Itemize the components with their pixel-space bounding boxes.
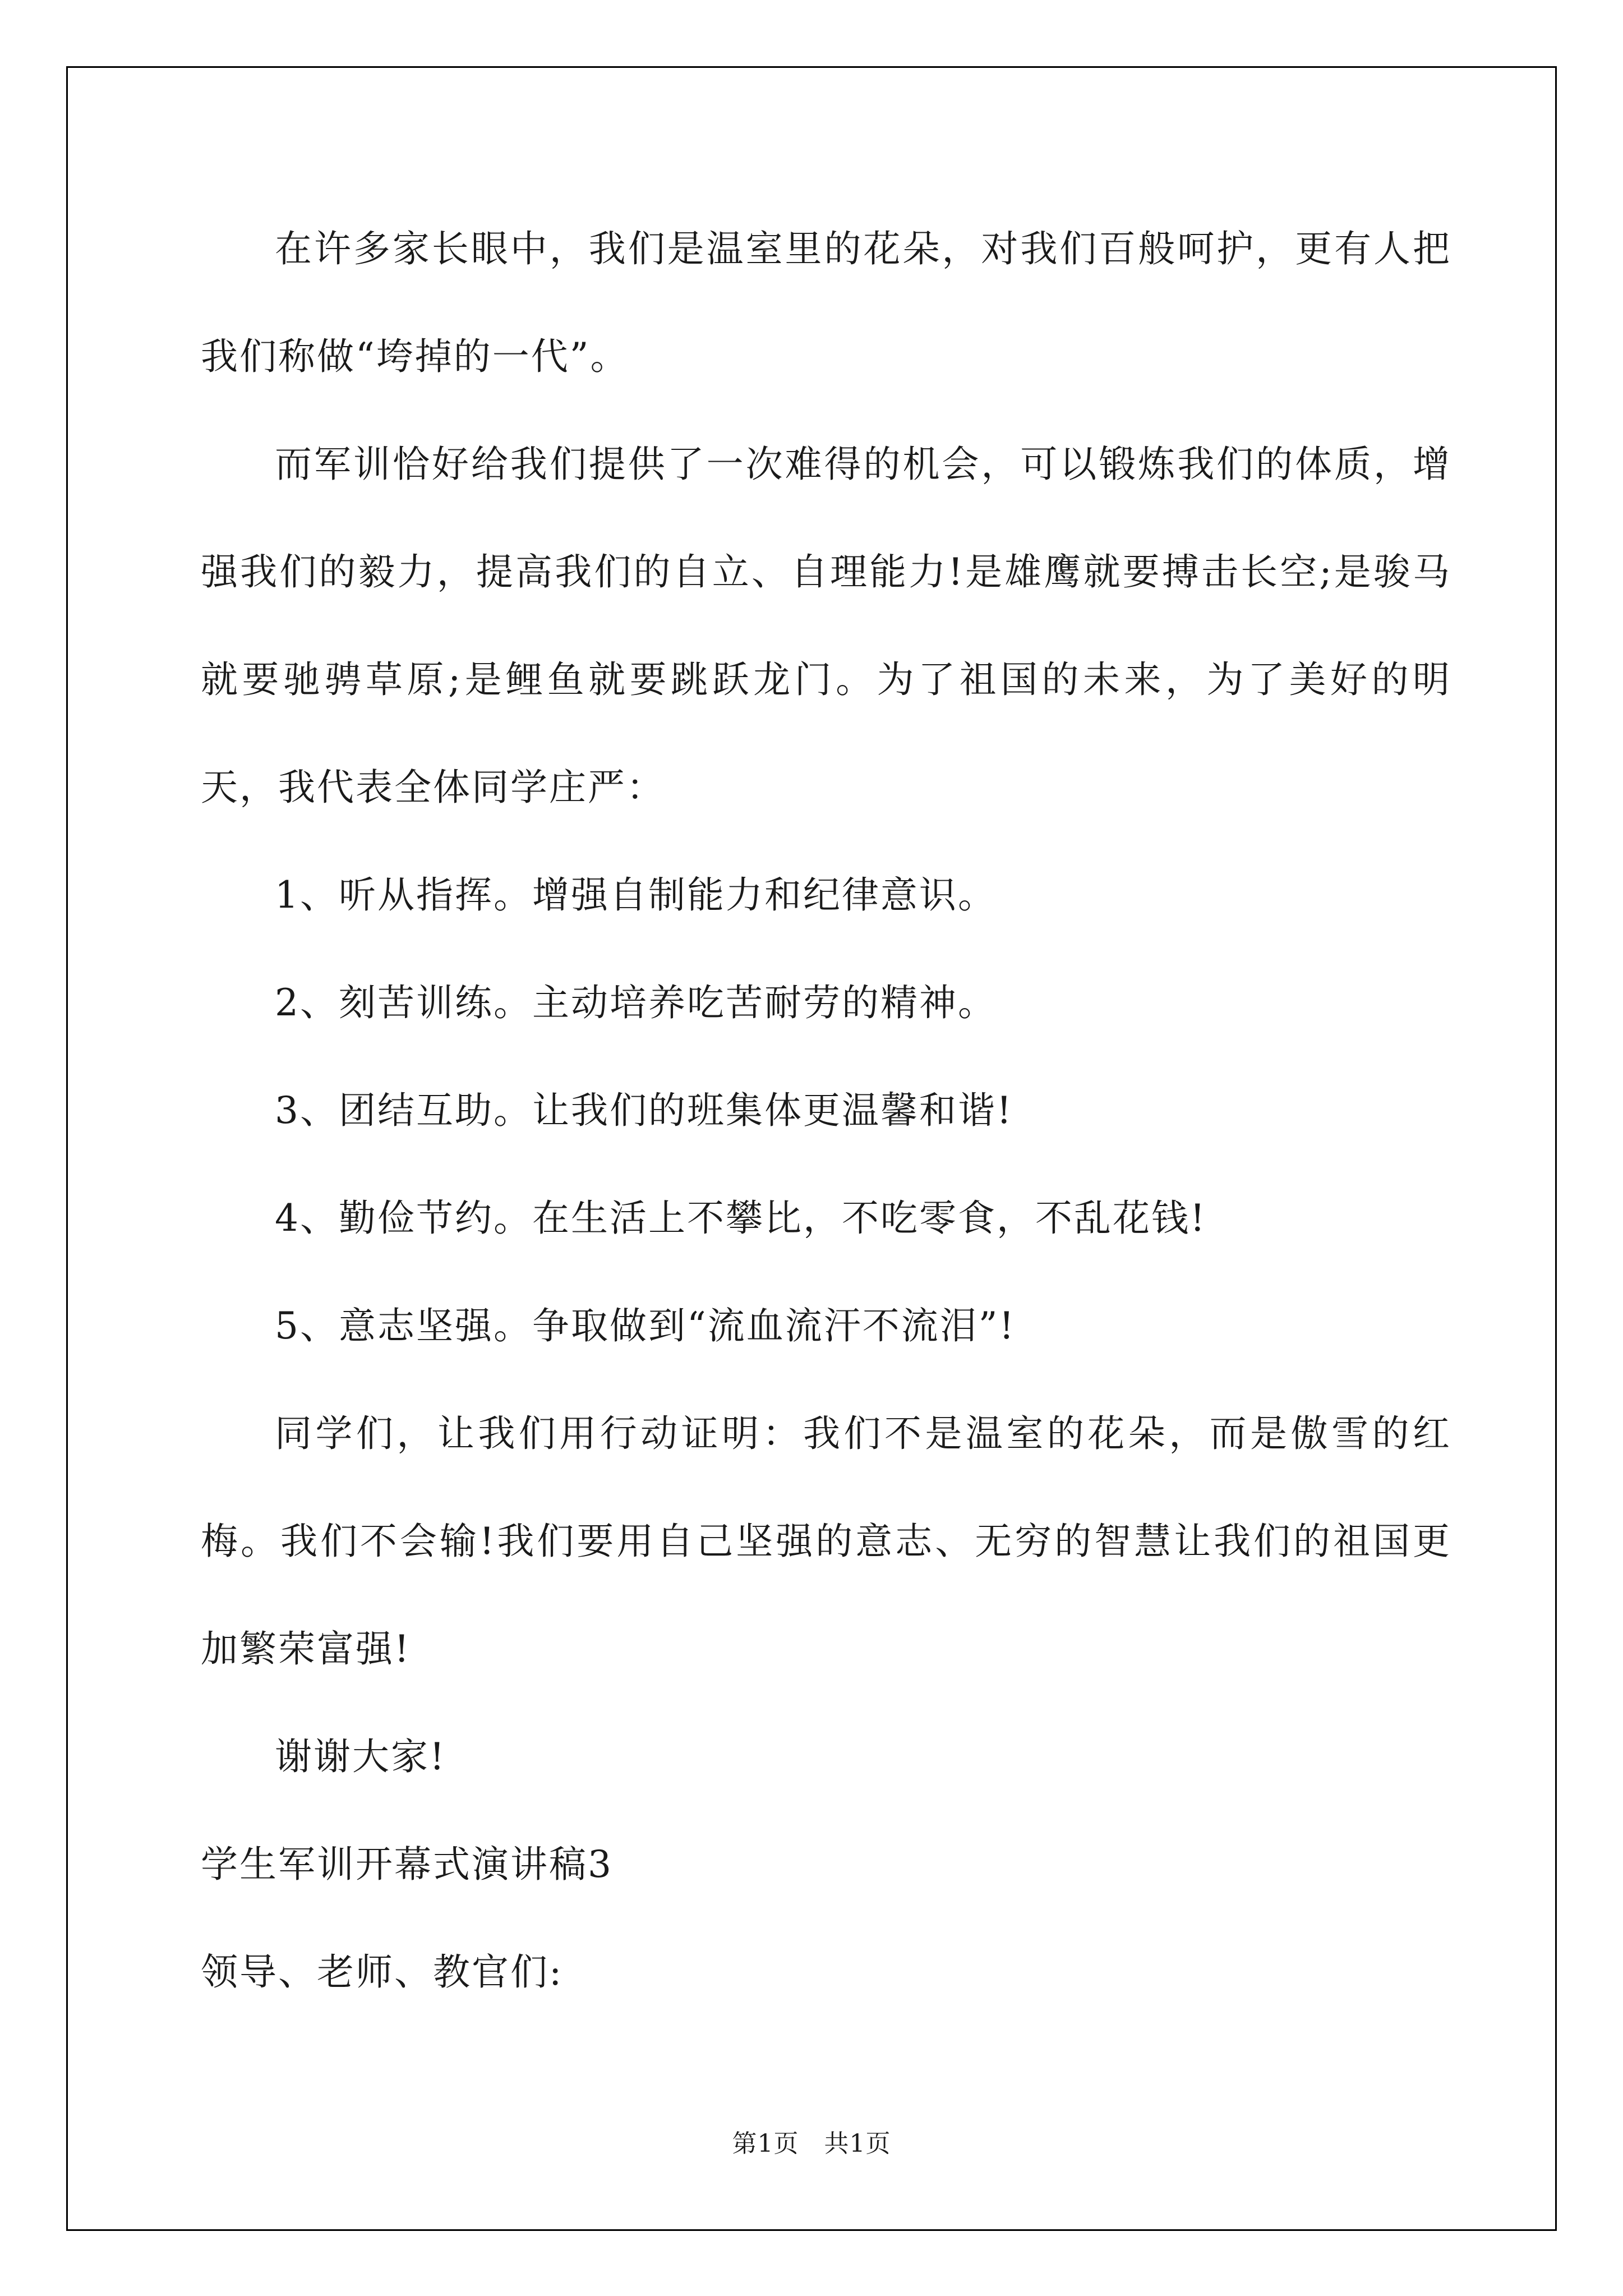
section-title: 学生军训开幕式演讲稿3 <box>201 1843 613 1886</box>
document-body <box>201 195 1451 2026</box>
list-item-3: 3、团结互助。让我们的班集体更温馨和谐! <box>275 1089 1013 1132</box>
list-item-5: 5、意志坚强。争取做到“流血流汗不流泪”! <box>275 1304 1016 1347</box>
list-item-1: 1、听从指挥。增强自制能力和纪律意识。 <box>275 873 997 917</box>
thanks-line: 谢谢大家! <box>275 1735 446 1778</box>
paragraph-closing: 同学们，让我们用行动证明：我们不是温室的花朵，而是傲雪的红梅。我们不会输!我们要用自己坚强的意志、无穷的智慧让我们的祖国更加繁荣富强! <box>201 1412 1451 1671</box>
page-number: 第1页 共1页 <box>732 2129 891 2158</box>
list-item-4: 4、勤俭节约。在生活上不攀比，不吃零食，不乱花钱! <box>275 1197 1207 1240</box>
salutation: 领导、老师、教官们: <box>201 1950 564 1994</box>
list-item-2: 2、刻苦训练。主动培养吃苦耐劳的精神。 <box>275 981 997 1024</box>
paragraph-2: 而军训恰好给我们提供了一次难得的机会，可以锻炼我们的体质，增强我们的毅力，提高我们的自立、自理能力!是雄鹰就要搏击长空;是骏马就要驰骋草原;是鲤鱼就要跳跃龙门。为了祖国的未来，为了美好的明天，我代表全体同学庄严： <box>201 443 1451 809</box>
paragraph-1: 在许多家长眼中，我们是温室里的花朵，对我们百般呵护，更有人把我们称做“垮掉的一代”。 <box>201 227 1451 378</box>
